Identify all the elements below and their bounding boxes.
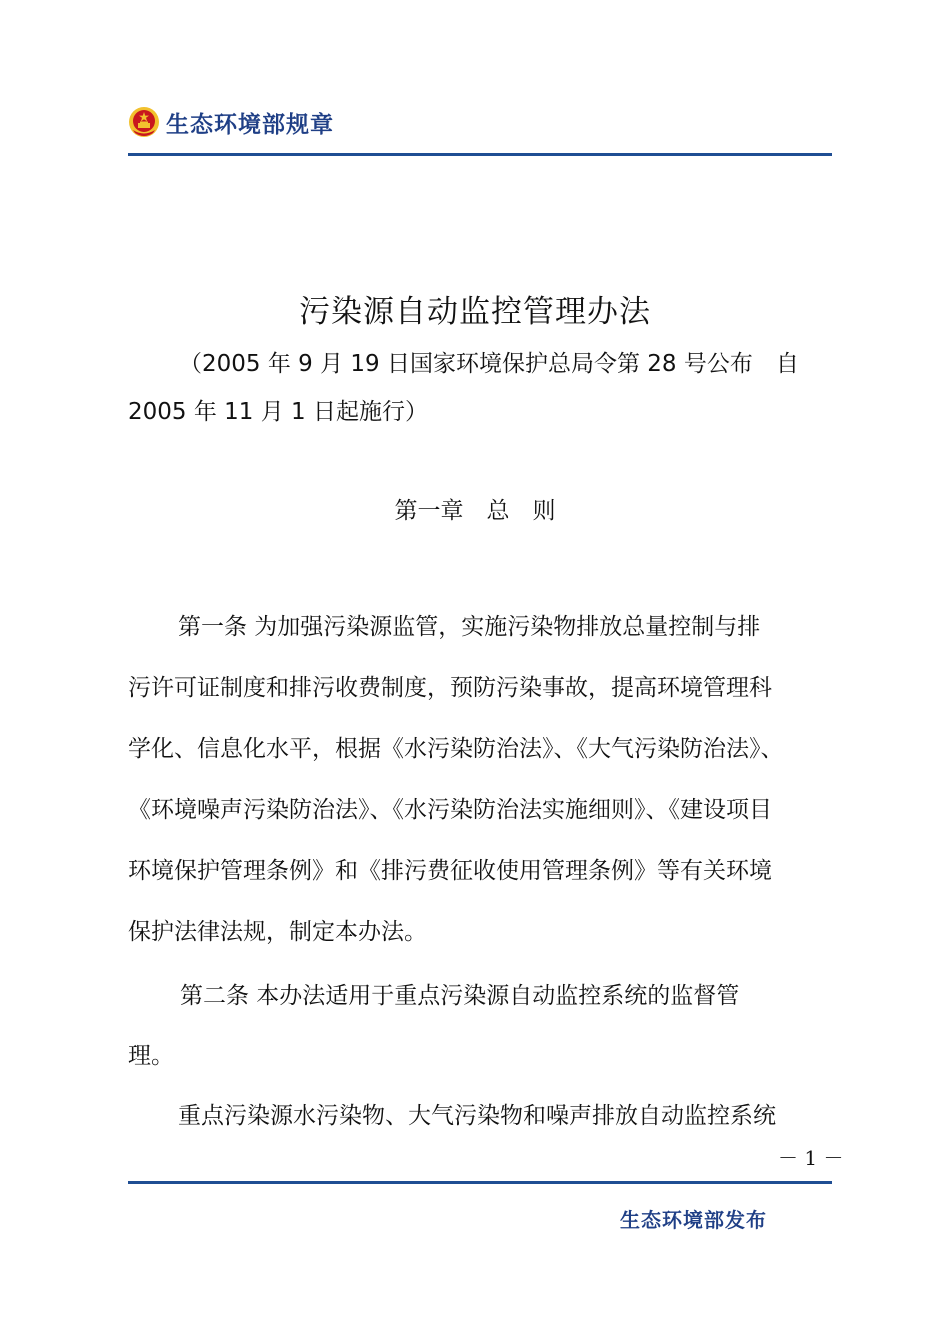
footer-divider	[128, 1181, 832, 1184]
subtitle-line-1: （2005 年 9 月 19 日国家环境保护总局令第 28 号公布 自	[179, 351, 799, 377]
body-line-1: 第一条 为加强污染源监管，实施污染物排放总量控制与排	[178, 614, 761, 640]
body-line-9: 重点污染源水污染物、大气污染物和噪声排放自动监控系统	[178, 1103, 776, 1129]
body-line-4: 《环境噪声污染防治法》、《水污染防治法实施细则》、《建设项目	[128, 797, 772, 823]
chapter-heading: 第一章 总 则	[394, 498, 556, 524]
subtitle-line-2: 2005 年 11 月 1 日起施行）	[128, 399, 428, 425]
page-number: － 1 －	[778, 1146, 844, 1170]
national-emblem-icon	[128, 106, 160, 138]
body-line-8: 理。	[128, 1043, 174, 1069]
body-line-5: 环境保护管理条例》和《排污费征收使用管理条例》等有关环境	[128, 858, 772, 884]
body-line-6: 保护法律法规，制定本办法。	[128, 919, 427, 945]
document-title: 污染源自动监控管理办法	[299, 294, 651, 330]
footer-publisher: 生态环境部发布	[620, 1208, 767, 1232]
body-line-3: 学化、信息化水平，根据《水污染防治法》、《大气污染防治法》、	[128, 736, 784, 762]
document-subtitle	[128, 340, 832, 436]
header-title: 生态环境部规章	[166, 111, 334, 138]
header	[128, 100, 334, 144]
body-line-2: 污许可证制度和排污收费制度，预防污染事故，提高环境管理科	[128, 675, 772, 701]
body-line-7: 第二条 本办法适用于重点污染源自动监控系统的监督管	[180, 983, 740, 1009]
header-divider	[128, 153, 832, 156]
